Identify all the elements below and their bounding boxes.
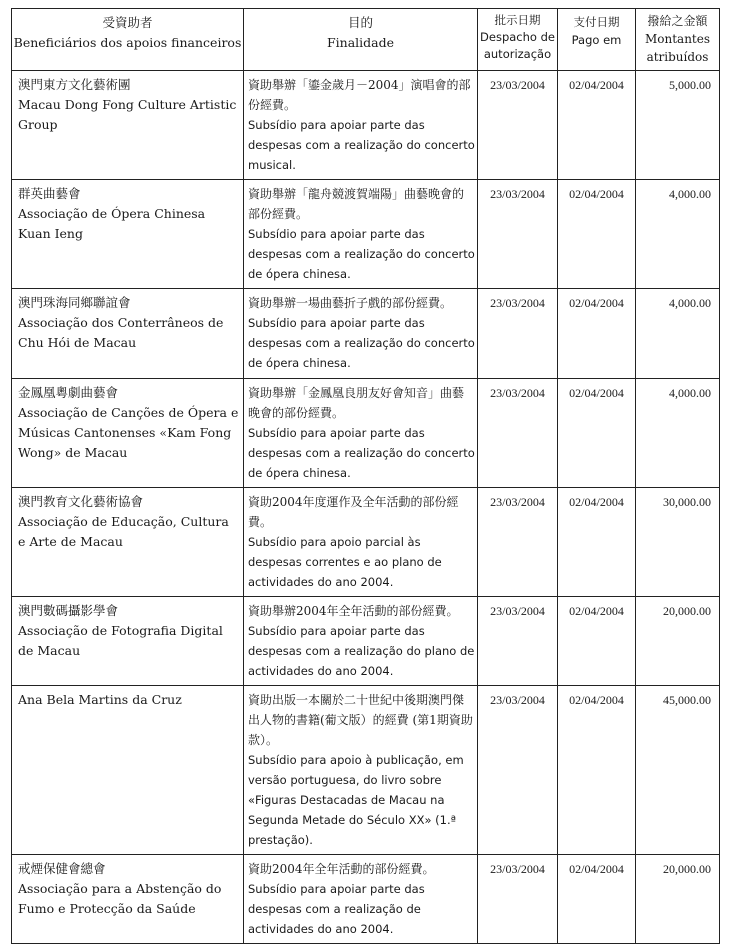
beneficiary-zh: 澳門東方文化藝術團 [18,77,131,92]
pago-date: 02/04/2004 [558,180,636,289]
purpose-zh: 資助出版一本關於二十世紀中後期澳門傑出人物的書籍(葡文版）的經費 (第1期資助款）。 [248,693,473,747]
table-row [12,289,720,379]
beneficiary-pt: Ana Bela Martins da Cruz [18,692,182,707]
header-beneficiary-zh: 受資助者 [102,15,153,30]
header-despacho-pt2: autorização [483,47,552,61]
despacho-date: 23/03/2004 [478,180,558,289]
header-purpose-pt: Finalidade [326,35,395,50]
table-row [12,71,720,180]
header-pago-zh: 支付日期 [573,15,620,29]
header-row [12,9,720,71]
beneficiary-zh: 戒煙保健會總會 [18,861,106,876]
header-despacho-zh: 批示日期 [494,13,541,27]
purpose-pt: Subsídio para apoio parcial às despesas correntes e ao plano de actividades do ano 2004. [248,535,442,589]
beneficiary-zh: 金鳳凰粵劇曲藝會 [18,385,119,400]
purpose-pt: Subsídio para apoiar parte das despesas com a realização do concerto de ópera chinesa. [248,426,475,480]
beneficiary-pt: Associação de Educação, Cultura e Arte de Macau [18,514,229,549]
amount: 4,000.00 [636,180,720,289]
beneficiary-pt: Macau Dong Fong Culture Artistic Group [18,97,237,132]
table-row [12,686,720,855]
despacho-date: 23/03/2004 [478,597,558,686]
pago-date: 02/04/2004 [558,379,636,488]
purpose-zh: 資助2004年全年活動的部份經費。 [248,862,435,876]
despacho-date: 23/03/2004 [478,71,558,180]
purpose-pt: Subsídio para apoiar parte das despesas com a realização do concerto musical. [248,118,475,172]
table-row [12,379,720,488]
table-row [12,855,720,944]
despacho-date: 23/03/2004 [478,686,558,855]
amount: 5,000.00 [636,71,720,180]
amount: 4,000.00 [636,289,720,379]
header-amount-zh: 撥給之金額 [647,14,708,28]
purpose-pt: Subsídio para apoio à publicação, em versão portuguesa, do livro sobre «Figuras Destacadas de Macau na Segunda Metade do Século XX» (1.ª prestação). [248,753,464,847]
purpose-zh: 資助舉辦「龍舟競渡賀端陽」曲藝晚會的部份經費。 [248,187,465,221]
despacho-date: 23/03/2004 [478,855,558,944]
pago-date: 02/04/2004 [558,686,636,855]
despacho-date: 23/03/2004 [478,289,558,379]
purpose-zh: 資助舉辦「金鳳凰良朋友好會知音」曲藝晚會的部份經費。 [248,386,465,420]
purpose-pt: Subsídio para apoiar parte das despesas com a realização do concerto de ópera chinesa. [248,316,475,370]
header-amount-pt2: atribuídos [646,50,709,64]
pago-date: 02/04/2004 [558,488,636,597]
amount: 45,000.00 [636,686,720,855]
amount: 30,000.00 [636,488,720,597]
header-amount-pt1: Montantes [644,32,711,46]
header-pago [558,9,636,71]
header-despacho [478,9,558,71]
pago-date: 02/04/2004 [558,597,636,686]
despacho-date: 23/03/2004 [478,488,558,597]
amount: 20,000.00 [636,855,720,944]
beneficiary-pt: Associação de Ópera Chinesa Kuan Ieng [18,206,206,241]
header-beneficiary-pt: Beneficiários dos apoios financeiros [13,35,242,50]
header-despacho-pt1: Despacho de [480,30,555,44]
purpose-zh: 資助舉辦一場曲藝折子戲的部份經費。 [248,296,453,310]
beneficiary-zh: 澳門教育文化藝術協會 [18,494,144,509]
beneficiary-pt: Associação de Canções de Ópera e Músicas Cantonenses «Kam Fong Wong» de Macau [18,405,239,460]
beneficiary-zh: 澳門珠海同鄉聯誼會 [18,295,131,310]
table-row [12,597,720,686]
beneficiary-pt: Associação dos Conterrâneos de Chu Hói de Macau [18,315,224,350]
amount: 4,000.00 [636,379,720,488]
header-pago-pt: Pago em [571,33,622,47]
pago-date: 02/04/2004 [558,855,636,944]
header-beneficiary [12,9,244,71]
pago-date: 02/04/2004 [558,289,636,379]
purpose-zh: 資助舉辦「鎏金歲月－2004」演唱會的部份經費。 [248,78,471,112]
purpose-zh: 資助2004年度運作及全年活動的部份經費。 [248,495,459,529]
purpose-pt: Subsídio para apoiar parte das despesas com a realização do concerto de ópera chinesa. [248,227,475,281]
beneficiary-pt: Associação para a Abstenção do Fumo e Protecção da Saúde [18,881,222,916]
purpose-pt: Subsídio para apoiar parte das despesas com a realização de actividades do ano 2004. [248,882,425,936]
purpose-pt: Subsídio para apoiar parte das despesas com a realização do plano de actividades do ano 2004. [248,624,475,678]
purpose-zh: 資助舉辦2004年全年活動的部份經費。 [248,604,459,618]
header-purpose-zh: 目的 [347,15,373,30]
pago-date: 02/04/2004 [558,71,636,180]
table-row [12,180,720,289]
beneficiary-zh: 澳門數碼攝影學會 [18,603,119,618]
table-row [12,488,720,597]
beneficiary-zh: 群英曲藝會 [18,186,81,201]
amount: 20,000.00 [636,597,720,686]
subsidy-table [11,8,720,944]
header-amount [636,9,720,71]
header-purpose [244,9,478,71]
beneficiary-pt: Associação de Fotografia Digital de Macau [18,623,223,658]
despacho-date: 23/03/2004 [478,379,558,488]
